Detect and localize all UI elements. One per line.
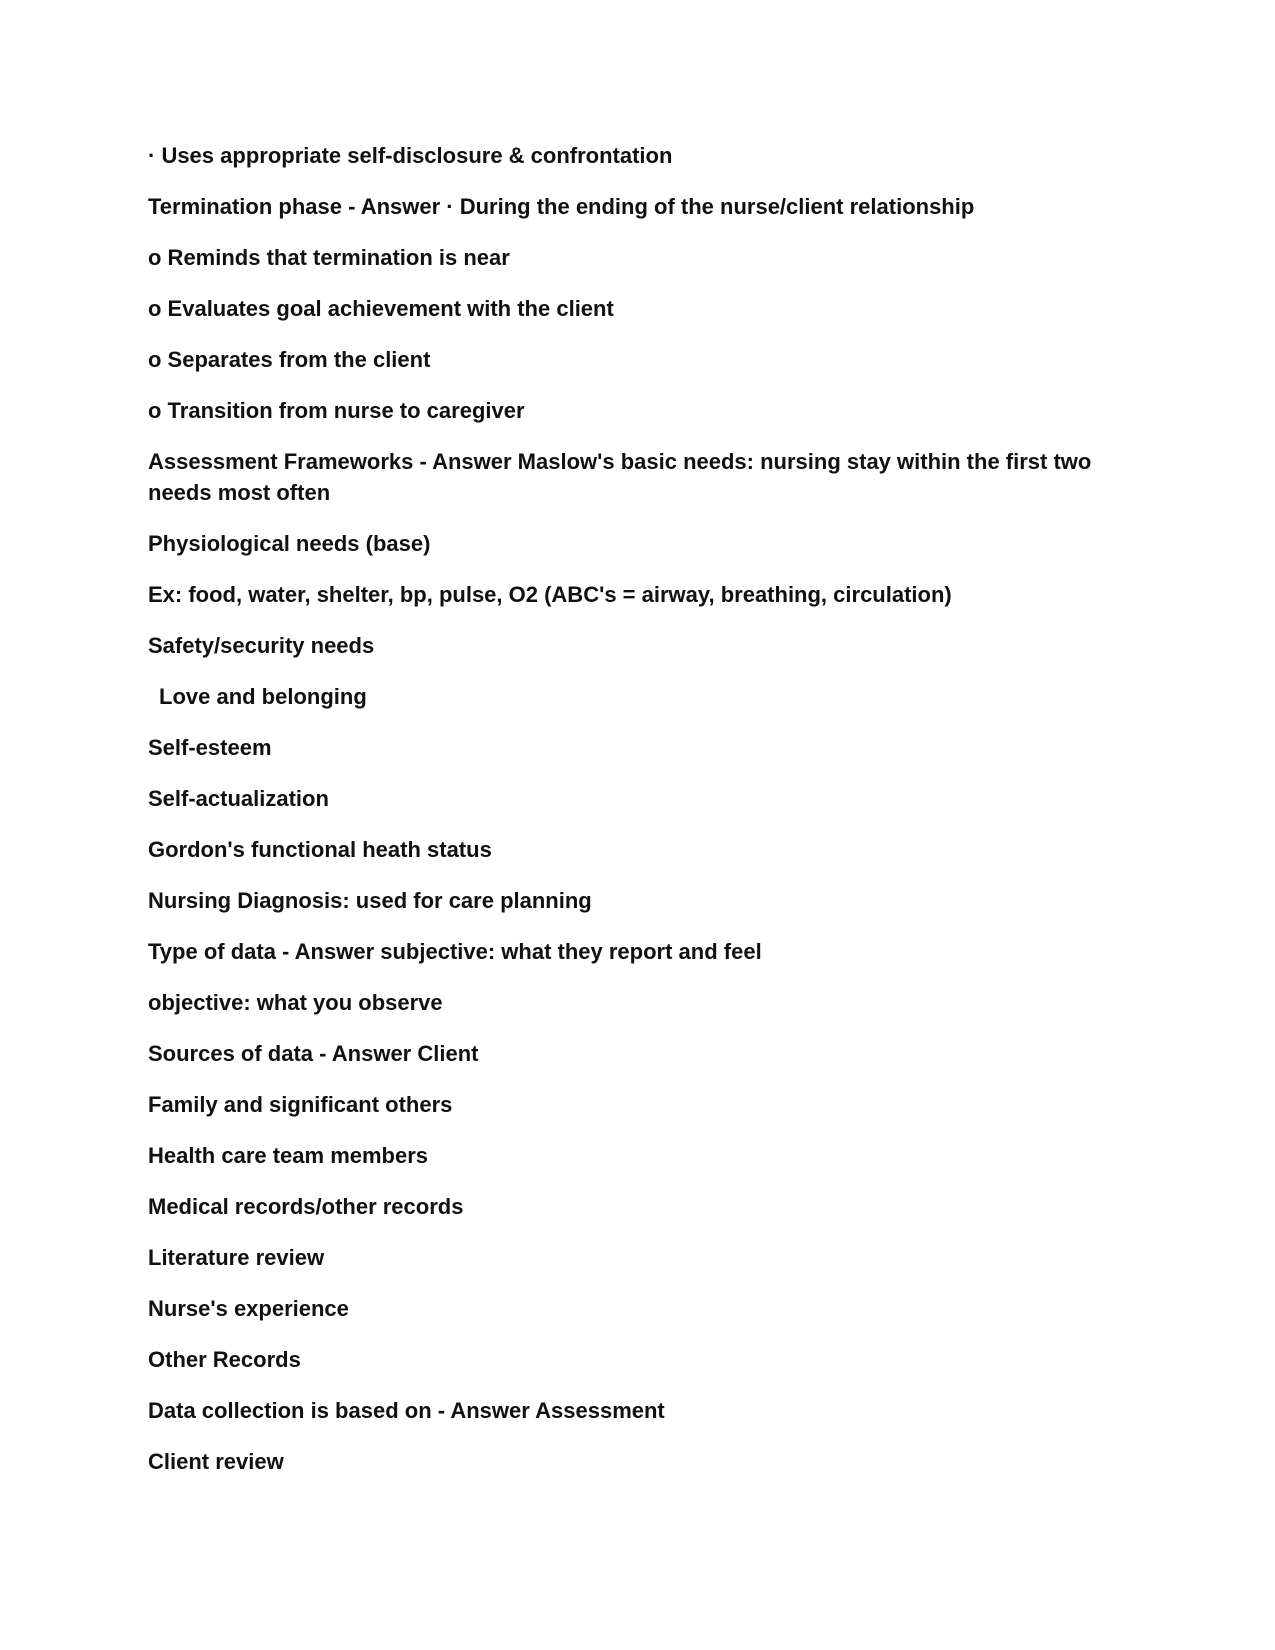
text-line: Self-actualization xyxy=(148,786,329,811)
text-line: Love and belonging xyxy=(159,684,367,709)
text-line: Ex: food, water, shelter, bp, pulse, O2 (ABC's = airway, breathing, circulation) xyxy=(148,582,952,607)
text-line: Nurse's experience xyxy=(148,1296,349,1321)
text-line: Other Records xyxy=(148,1347,301,1372)
text-line: Type of data - Answer subjective: what they report and feel xyxy=(148,939,762,964)
text-line: Termination phase - Answer · During the ending of the nurse/client relationship xyxy=(148,194,975,219)
text-line: Literature review xyxy=(148,1245,325,1270)
text-line: o Transition from nurse to caregiver xyxy=(148,398,525,423)
text-line: Assessment Frameworks - Answer Maslow's basic needs: nursing stay within the first two needs most often xyxy=(148,449,1092,505)
text-line: Client review xyxy=(148,1449,284,1474)
text-line: o Evaluates goal achievement with the client xyxy=(148,296,614,321)
text-line: Medical records/other records xyxy=(148,1194,464,1219)
text-line: · Uses appropriate self-disclosure & confrontation xyxy=(148,143,673,168)
text-line: Nursing Diagnosis: used for care planning xyxy=(148,888,592,913)
text-line: Data collection is based on - Answer Assessment xyxy=(148,1398,665,1423)
text-line: Physiological needs (base) xyxy=(148,531,431,556)
text-line: objective: what you observe xyxy=(148,990,443,1015)
text-line: o Reminds that termination is near xyxy=(148,245,510,270)
text-line: Self-esteem xyxy=(148,735,272,760)
text-line: Gordon's functional heath status xyxy=(148,837,492,862)
text-line: Family and significant others xyxy=(148,1092,453,1117)
text-line: o Separates from the client xyxy=(148,347,431,372)
text-line: Health care team members xyxy=(148,1143,429,1168)
document-body xyxy=(148,140,1108,1497)
text-line: Sources of data - Answer Client xyxy=(148,1041,479,1066)
text-line: Safety/security needs xyxy=(148,633,375,658)
